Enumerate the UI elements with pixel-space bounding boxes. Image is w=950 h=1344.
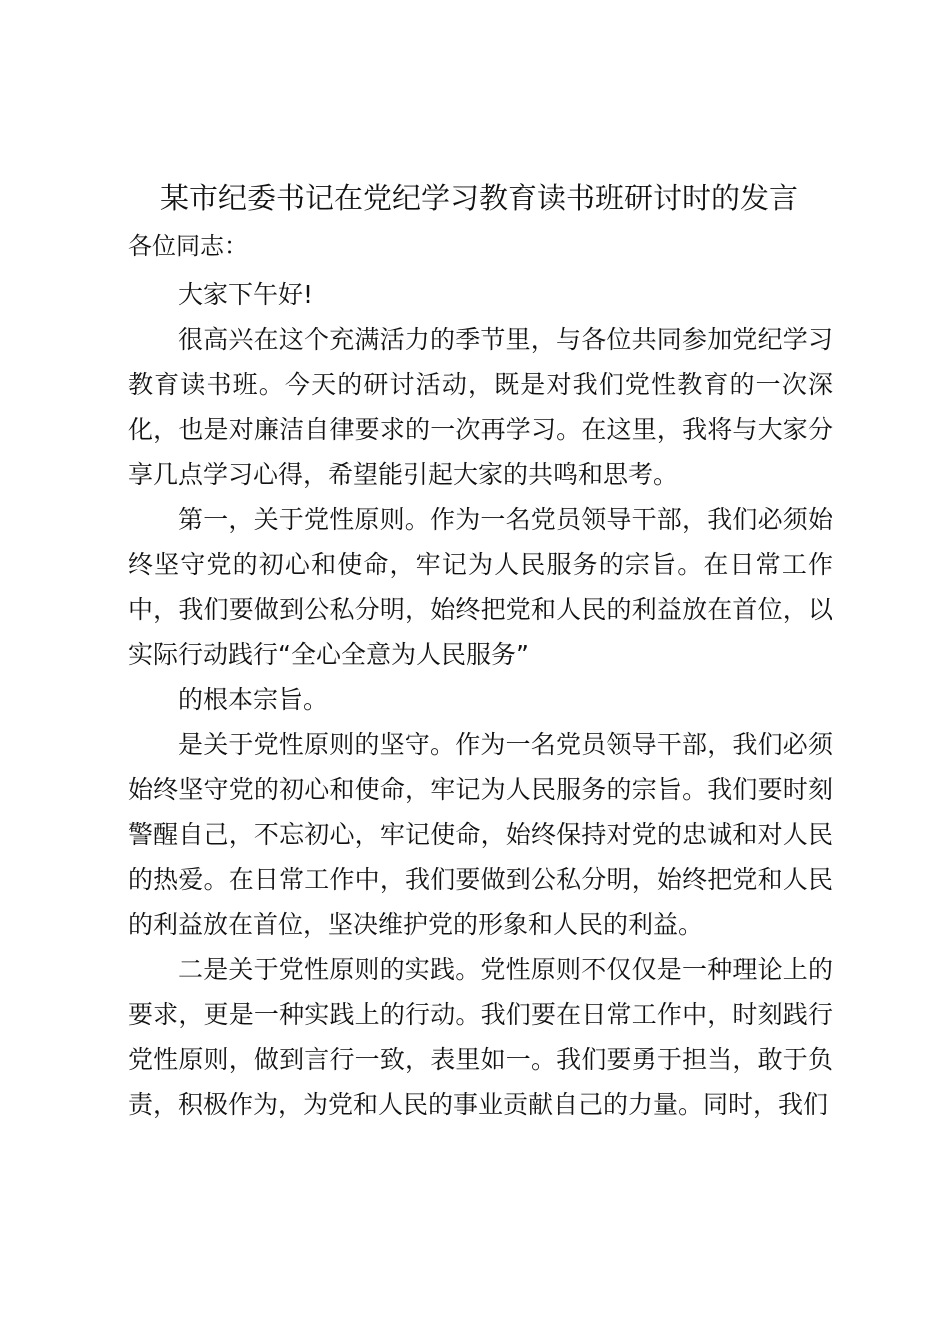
document-body	[128, 272, 833, 1127]
paragraph-practice: 二是关于党性原则的实践。党性原则不仅仅是一种理论上的要求，更是一种实践上的行动。我们要在日常工作中，时刻践行党性原则，做到言行一致，表里如一。我们要勇于担当，敢于负责，积极作为，为党和人民的事业贡献自己的力量。同时，我们	[128, 955, 833, 1119]
salutation: 各位同志：	[128, 232, 248, 260]
paragraph-fragment: 的根本宗旨。	[178, 685, 329, 714]
paragraph-first-point: 第一，关于党性原则。作为一名党员领导干部，我们必须始终坚守党的初心和使命，牢记为人民服务的宗旨。在日常工作中，我们要做到公私分明，始终把党和人民的利益放在首位，以实际行动践行“全心全意为人民服务”	[128, 505, 833, 669]
paragraph-adherence: 是关于党性原则的坚守。作为一名党员领导干部，我们必须始终坚守党的初心和使命，牢记为人民服务的宗旨。我们要时刻警醒自己，不忘初心，牢记使命，始终保持对党的忠诚和对人民的热爱。在日常工作中，我们要做到公私分明，始终把党和人民的利益放在首位，坚决维护党的形象和人民的利益。	[128, 730, 833, 939]
paragraph-greeting: 大家下午好!	[178, 280, 314, 309]
document-title: 某市纪委书记在党纪学习教育读书班研讨时的发言	[159, 181, 798, 215]
paragraph-intro: 很高兴在这个充满活力的季节里，与各位共同参加党纪学习教育读书班。今天的研讨活动，既是对我们党性教育的一次深化，也是对廉洁自律要求的一次再学习。在这里，我将与大家分享几点学习心得，希望能引起大家的共鸣和思考。	[128, 325, 833, 489]
